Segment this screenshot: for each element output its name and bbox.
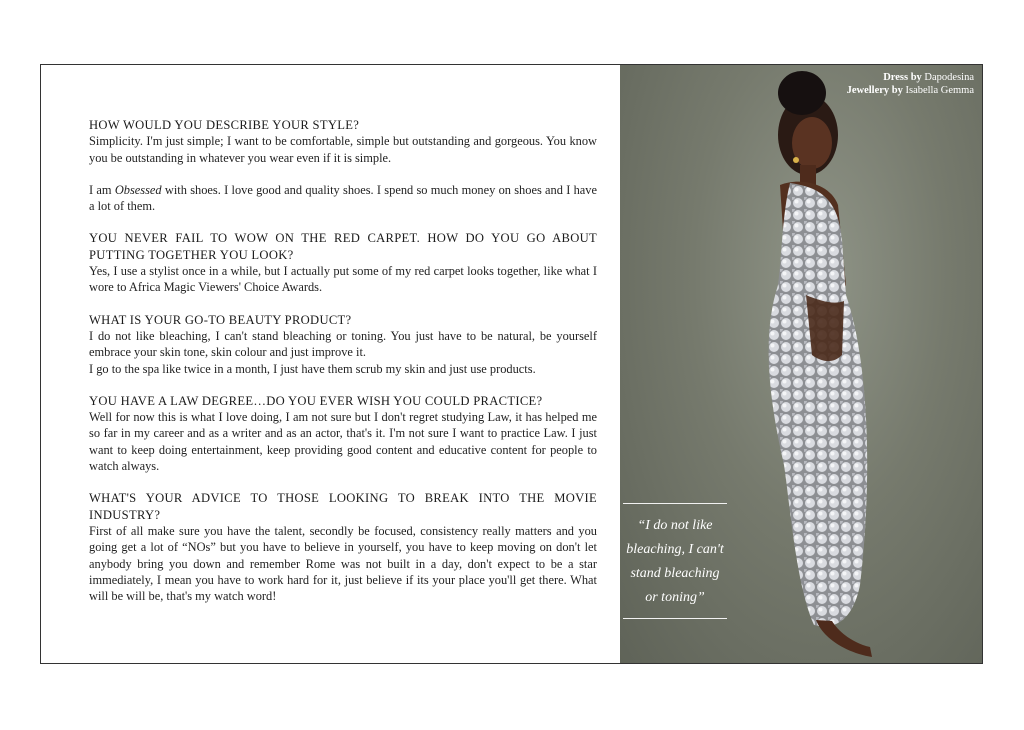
- qa-law: [89, 393, 597, 474]
- answer: Simplicity. I'm just simple; I want to be comfortable, simple but outstanding and gorgeous. You know you be outstanding in whatever you wear even if it is simple.: [89, 134, 597, 165]
- photo-credits: [847, 71, 974, 97]
- qa-red-carpet: [89, 230, 597, 295]
- photo-page: [620, 65, 983, 663]
- qa-style: [89, 117, 597, 214]
- question: WHAT IS YOUR GO-TO BEAUTY PRODUCT?: [89, 312, 352, 327]
- credit-label: Jewellery by: [846, 85, 903, 96]
- magazine-spread: [40, 64, 983, 664]
- answer: I do not like bleaching, I can't stand bleaching or toning. You just have to be natural, be yourself embrace your skin tone, skin colour and just improve it.: [89, 328, 597, 360]
- emphasis-text: Obsessed: [114, 182, 162, 197]
- answer: First of all make sure you have the talent, secondly be focused, consistency really matters and you going get a lot of “NOs” but you have to believe in yourself, you have to keep moving on don't let anybody bring you down and remember Rome was not built in a day, don't expect to be a star immediately, I mean you have to work hard for it, just believe if its your place you'll get there. What will be will be, that's my watch word!: [89, 523, 597, 604]
- credit-label: Dress by: [883, 72, 922, 83]
- answer-text: with shoes. I love good and quality shoes. I spend so much money on shoes and I have a lot of them.: [89, 182, 597, 214]
- dress-credit: [847, 71, 974, 84]
- question: HOW WOULD YOU DESCRIBE YOUR STYLE?: [89, 118, 360, 132]
- answer: [89, 182, 597, 215]
- qa-advice: [89, 490, 597, 604]
- model-figure-image: [720, 65, 950, 663]
- answer: I go to the spa like twice in a month, I just have them scrub my skin and just use products.: [89, 361, 536, 376]
- answer: Yes, I use a stylist once in a while, but I actually put some of my red carpet looks together, like what I wore to Africa Magic Viewers' Choice Awards.: [89, 264, 597, 295]
- answer-text: I am: [89, 182, 115, 197]
- question: YOU NEVER FAIL TO WOW ON THE RED CARPET. HOW DO YOU GO ABOUT PUTTING TOGETHER YOU LOOK?: [89, 231, 597, 262]
- question: YOU HAVE A LAW DEGREE…DO YOU EVER WISH YOU COULD PRACTICE?: [89, 393, 543, 408]
- qa-beauty: [89, 312, 597, 377]
- question: WHAT'S YOUR ADVICE TO THOSE LOOKING TO BREAK INTO THE MOVIE INDUSTRY?: [89, 491, 597, 522]
- interview-article: [89, 117, 597, 620]
- credit-name: Dapodesina: [924, 72, 974, 83]
- jewellery-credit: [847, 84, 974, 97]
- pull-quote: “I do not like bleaching, I can't stand bleaching or toning”: [623, 503, 727, 619]
- credit-name: Isabella Gemma: [905, 85, 974, 96]
- answer: Well for now this is what I love doing, I am not sure but I don't regret studying Law, it has helped me so far in my career and as a writer and as an actor, that's it. I'm not sure I want to practice Law. I just want to keep doing entertainment, keep providing good content and educative content for people to watch always.: [89, 410, 597, 474]
- text-page: [41, 65, 620, 663]
